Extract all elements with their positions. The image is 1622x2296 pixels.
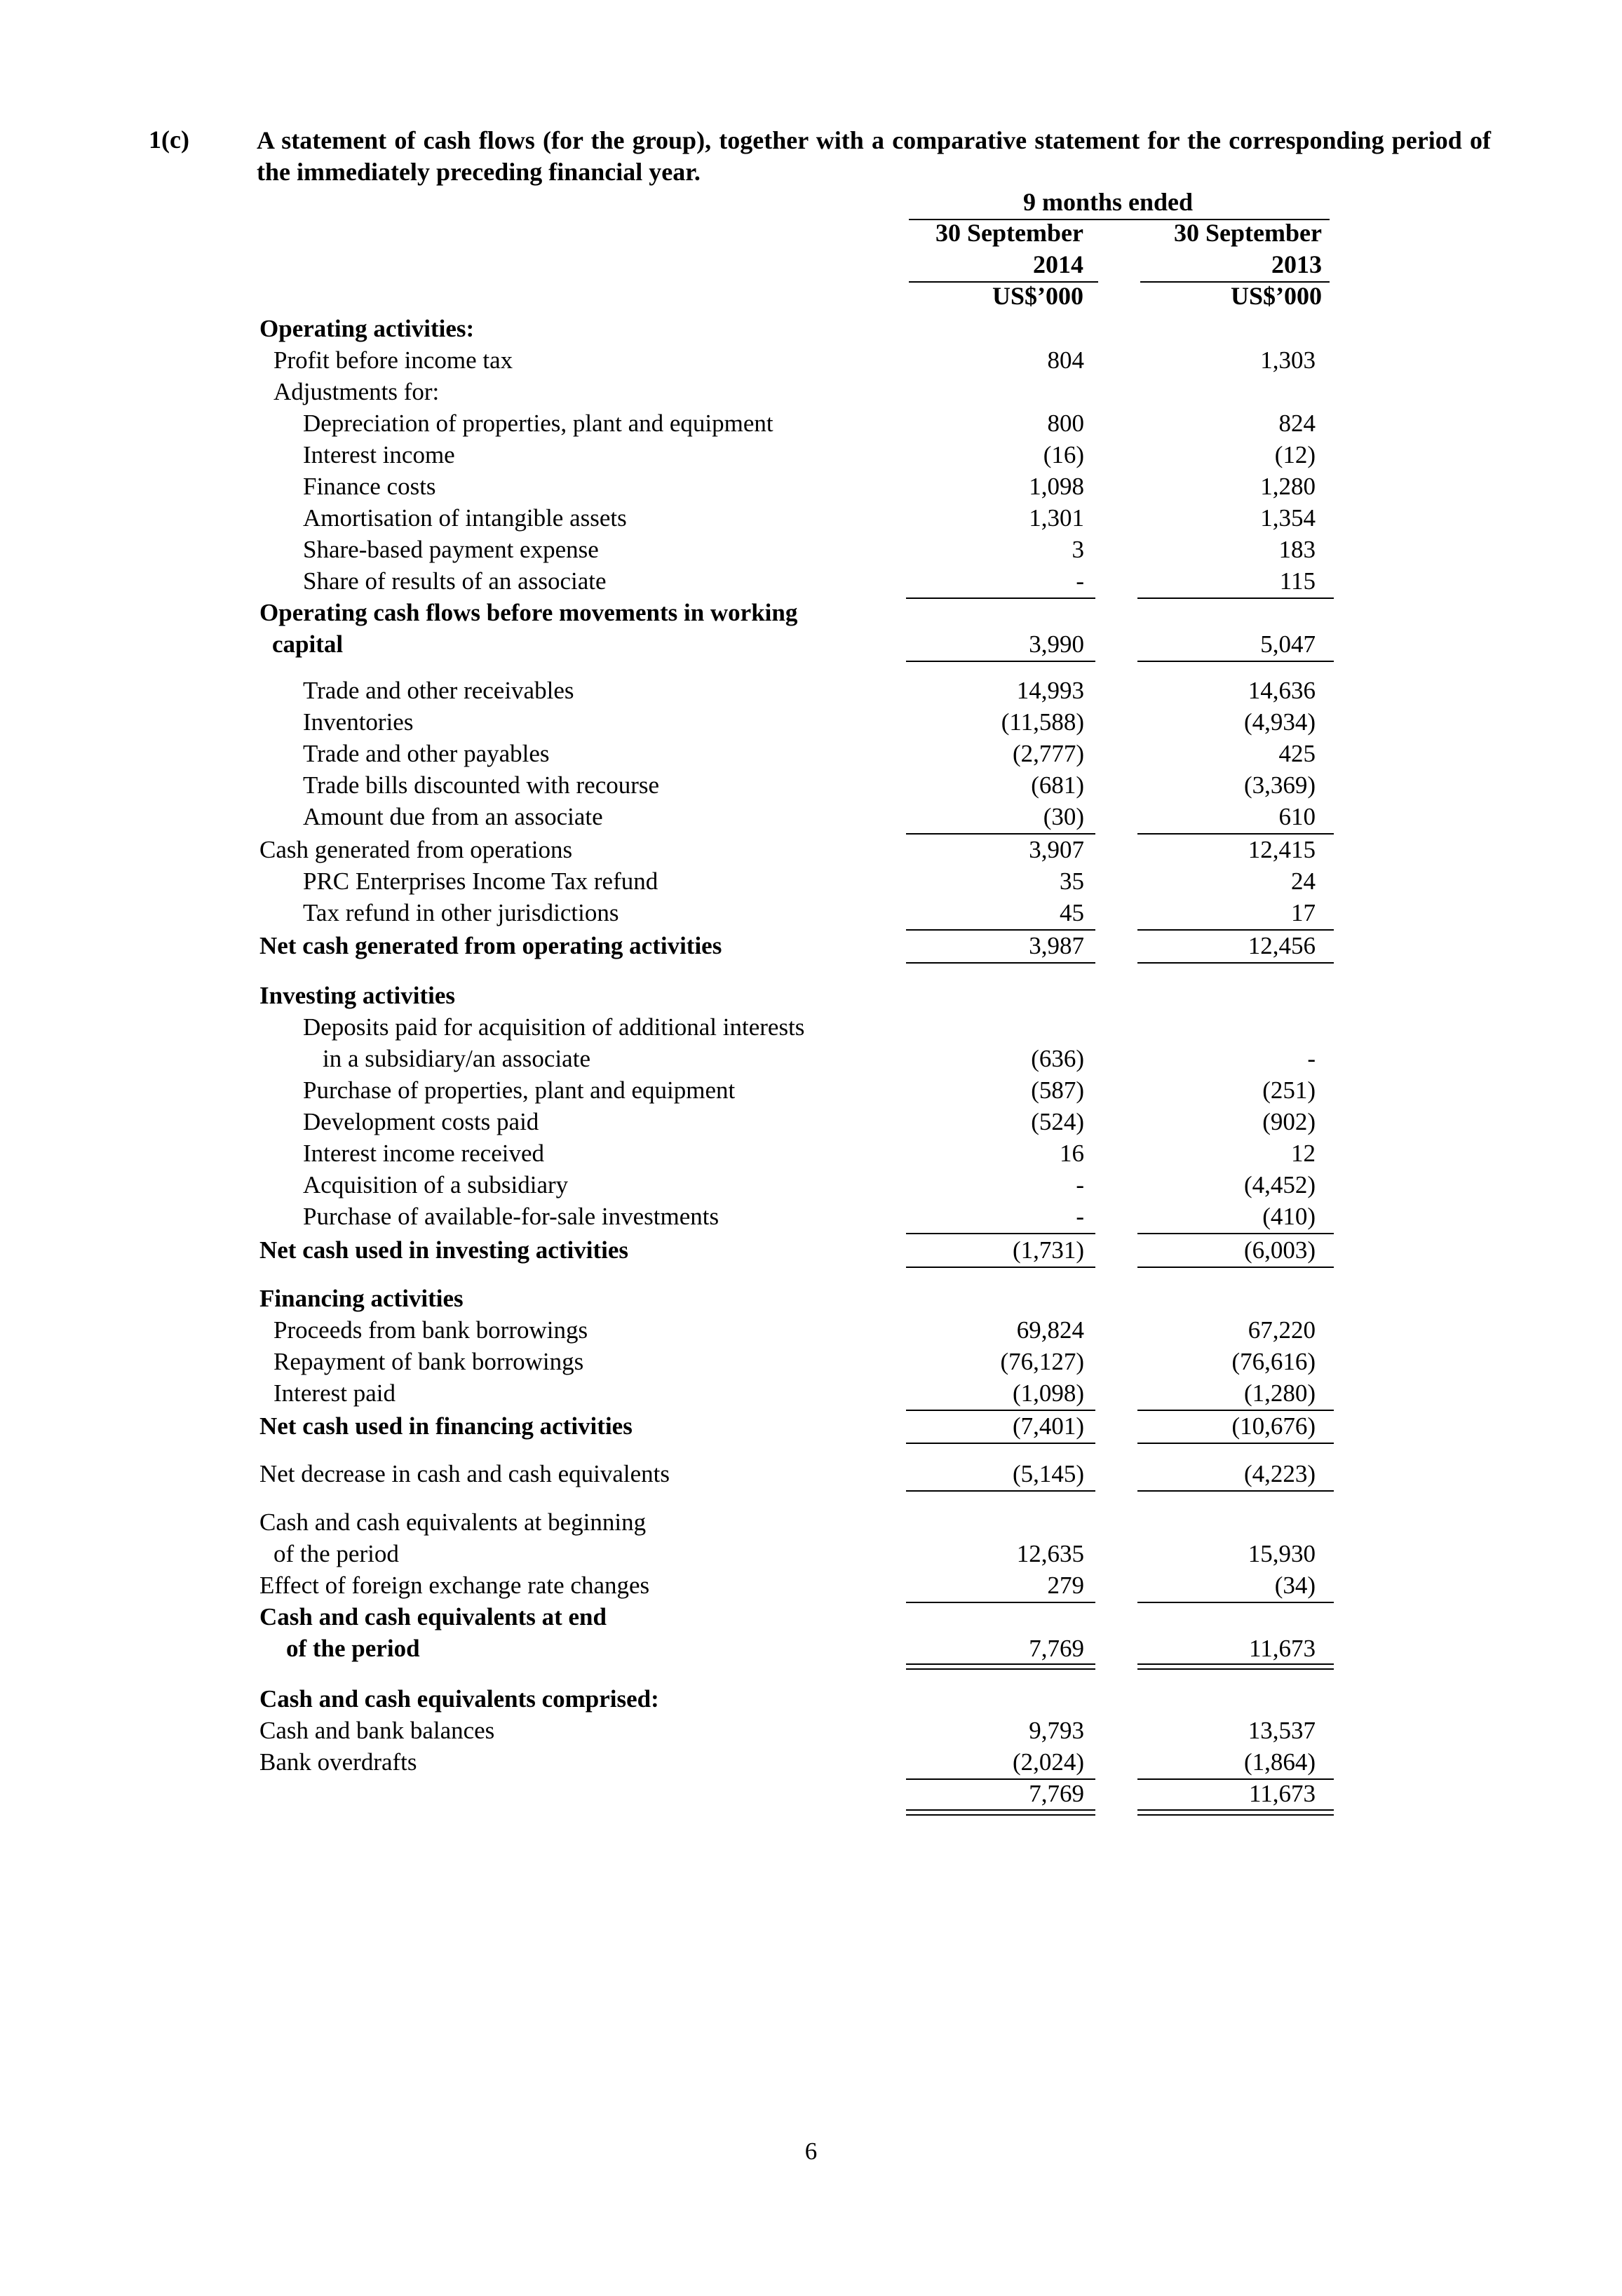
table-row [0,597,1622,628]
table-row [0,706,1622,738]
table-row [0,1314,1622,1346]
value-2013: (1,280) [1243,1379,1316,1407]
value-2014: (1,731) [1012,1236,1084,1264]
value-2013: 824 [1278,410,1316,437]
row-label: Deposits paid for acquisition of additional interests [303,1013,805,1041]
row-label: Interest income received [303,1140,544,1167]
table-row [0,1201,1622,1232]
value-2014: 1,301 [1029,504,1084,532]
row-label: Adjustments for: [273,378,440,405]
table-row [0,1074,1622,1106]
row-label: Interest income [303,441,455,468]
table-row [0,1011,1622,1043]
table-row [0,471,1622,502]
grand-total-rule [1137,1663,1334,1670]
value-2014: 7,769 [1029,1780,1084,1807]
value-2014: 12,635 [1016,1540,1084,1567]
value-2013: (1,864) [1243,1748,1316,1776]
value-2013: - [1307,1045,1316,1072]
value-2014: - [1076,1171,1084,1198]
value-2014: 279 [1047,1572,1084,1599]
value-2014: - [1076,1203,1084,1230]
value-2014: (11,588) [1001,708,1084,736]
col2-year: 2013 [1271,250,1322,278]
table-row [0,738,1622,769]
table-row [0,1346,1622,1377]
value-2014: (16) [1043,441,1084,468]
row-label: Share-based payment expense [303,536,599,563]
grand-total-rule [906,1663,1095,1670]
grand-total-rule [906,1809,1095,1816]
value-2014: 16 [1060,1140,1084,1167]
table-row [0,628,1622,660]
row-label: Bank overdrafts [259,1748,417,1776]
row-label: Interest paid [273,1379,396,1407]
total-rule [1137,1267,1334,1268]
row-label: Cash generated from operations [259,836,573,863]
row-label: Purchase of available-for-sale investments [303,1203,719,1230]
table-row [0,1601,1622,1633]
value-2013: 12,456 [1248,932,1316,959]
value-2013: 15,930 [1248,1540,1316,1567]
row-label: of the period [286,1635,420,1662]
col2-date: 30 September [1174,219,1322,247]
value-2013: 115 [1279,567,1316,595]
row-label: Cash and bank balances [259,1717,495,1744]
value-2014: 35 [1060,867,1084,895]
value-2014: (2,777) [1012,740,1084,767]
value-2013: 14,636 [1248,677,1316,704]
row-label: Amortisation of intangible assets [303,504,627,532]
table-row [0,1683,1622,1715]
value-2014: (5,145) [1012,1460,1084,1487]
total-rule [1137,1443,1334,1444]
value-2014: (76,127) [1000,1348,1084,1375]
value-2014: 69,824 [1016,1316,1084,1344]
table-row [0,376,1622,407]
value-2013: (4,452) [1243,1171,1316,1198]
table-row [0,502,1622,534]
total-rule [906,1443,1095,1444]
row-label: Trade and other receivables [303,677,574,704]
table-row [0,1169,1622,1201]
table-row [0,1410,1622,1442]
row-label: Net cash generated from operating activities [259,932,722,959]
value-2013: 11,673 [1249,1780,1316,1807]
value-2014: (1,098) [1012,1379,1084,1407]
section-number: 1(c) [149,126,189,154]
row-label: Finance costs [303,473,436,500]
table-row [0,769,1622,801]
row-label: Net cash used in financing activities [259,1412,633,1440]
table-row [0,1633,1622,1664]
row-label: Operating activities: [259,315,475,342]
value-2013: (902) [1262,1108,1316,1135]
col1-date: 30 September [935,219,1083,247]
value-2014: (524) [1031,1108,1084,1135]
row-label: in a subsidiary/an associate [323,1045,590,1072]
value-2014: 9,793 [1029,1717,1084,1744]
row-label: Proceeds from bank borrowings [273,1316,588,1344]
value-2014: (2,024) [1012,1748,1084,1776]
table-row [0,1137,1622,1169]
value-2013: 183 [1278,536,1316,563]
value-2014: (681) [1031,771,1084,799]
row-label: Depreciation of properties, plant and equipment [303,410,773,437]
row-label: Trade and other payables [303,740,550,767]
value-2013: (4,934) [1243,708,1316,736]
row-label: Share of results of an associate [303,567,607,595]
col1-unit: US$’000 [992,282,1083,310]
table-row [0,930,1622,961]
value-2013: (34) [1274,1572,1316,1599]
row-label: Cash and cash equivalents at end [259,1603,607,1630]
table-row [0,1569,1622,1601]
value-2014: 800 [1047,410,1084,437]
value-2013: 1,280 [1260,473,1316,500]
value-2014: 1,098 [1029,473,1084,500]
value-2014: (636) [1031,1045,1084,1072]
table-row [0,407,1622,439]
value-2014: (30) [1043,803,1084,830]
table-row [0,1106,1622,1137]
row-label: capital [272,630,344,658]
row-label: Net cash used in investing activities [259,1236,628,1264]
table-row [0,344,1622,376]
value-2013: (3,369) [1243,771,1316,799]
value-2014: - [1076,567,1084,595]
row-label: Purchase of properties, plant and equipment [303,1076,736,1104]
value-2013: 13,537 [1248,1717,1316,1744]
subtotal-rule [1137,661,1334,662]
value-2013: (76,616) [1231,1348,1316,1375]
total-rule [1137,962,1334,964]
total-rule [906,1490,1095,1492]
value-2014: (587) [1031,1076,1084,1104]
total-rule [906,962,1095,964]
total-rule [906,1267,1095,1268]
row-label: Financing activities [259,1285,464,1312]
table-row [0,834,1622,865]
table-row [0,1778,1622,1809]
value-2013: 24 [1291,867,1316,895]
subtotal-rule [906,661,1095,662]
table-row [0,439,1622,471]
table-row [0,1283,1622,1314]
table-row [0,1746,1622,1778]
value-2013: (12) [1274,441,1316,468]
row-label: Effect of foreign exchange rate changes [259,1572,650,1599]
table-row [0,313,1622,344]
value-2014: 14,993 [1016,677,1084,704]
value-2013: 5,047 [1260,630,1316,658]
value-2013: 67,220 [1248,1316,1316,1344]
value-2013: 11,673 [1249,1635,1316,1662]
value-2014: 804 [1047,346,1084,374]
value-2013: (10,676) [1231,1412,1316,1440]
value-2013: 12 [1291,1140,1316,1167]
table-row [0,801,1622,832]
section-heading: A statement of cash flows (for the group), together with a comparative statement for the corresponding period of the immediately preceding financial year. [257,126,1491,186]
row-label: Inventories [303,708,414,736]
row-label: Investing activities [259,982,456,1009]
period-header: 9 months ended [1022,188,1194,216]
row-label: Net decrease in cash and cash equivalents [259,1460,670,1487]
table-row [0,1234,1622,1266]
table-row [0,534,1622,565]
row-label: Repayment of bank borrowings [273,1348,584,1375]
row-label: Operating cash flows before movements in working [259,599,798,626]
value-2013: (410) [1262,1203,1316,1230]
value-2013: (251) [1262,1076,1316,1104]
value-2013: 1,354 [1260,504,1316,532]
col1-year: 2014 [1033,250,1083,278]
row-label: of the period [273,1540,399,1567]
row-label: Tax refund in other jurisdictions [303,899,619,926]
page-number: 6 [804,2138,818,2165]
row-label: Cash and cash equivalents comprised: [259,1685,659,1713]
total-rule [1137,1490,1334,1492]
value-2013: (6,003) [1243,1236,1316,1264]
value-2014: (7,401) [1012,1412,1084,1440]
table-row [0,565,1622,597]
value-2014: 3,907 [1029,836,1084,863]
row-label: Profit before income tax [273,346,513,374]
row-label: PRC Enterprises Income Tax refund [303,867,658,895]
row-label: Acquisition of a subsidiary [303,1171,569,1198]
table-row [0,980,1622,1011]
value-2013: 12,415 [1248,836,1316,863]
table-row [0,865,1622,897]
value-2013: 610 [1278,803,1316,830]
table-row [0,1458,1622,1490]
table-row [0,1715,1622,1746]
value-2014: 3,990 [1029,630,1084,658]
value-2014: 3 [1072,536,1084,563]
row-label: Cash and cash equivalents at beginning [259,1508,647,1536]
value-2013: 1,303 [1260,346,1316,374]
table-row [0,1538,1622,1569]
row-label: Development costs paid [303,1108,539,1135]
value-2014: 7,769 [1029,1635,1084,1662]
value-2014: 45 [1060,899,1084,926]
row-label: Amount due from an associate [303,803,603,830]
table-row [0,1506,1622,1538]
col2-unit: US$’000 [1230,282,1322,310]
table-row [0,675,1622,706]
table-row [0,1043,1622,1074]
value-2014: 3,987 [1029,932,1084,959]
table-row [0,1377,1622,1409]
row-label: Trade bills discounted with recourse [303,771,660,799]
value-2013: (4,223) [1243,1460,1316,1487]
value-2013: 425 [1278,740,1316,767]
grand-total-rule [1137,1809,1334,1816]
value-2013: 17 [1291,899,1316,926]
table-row [0,897,1622,928]
